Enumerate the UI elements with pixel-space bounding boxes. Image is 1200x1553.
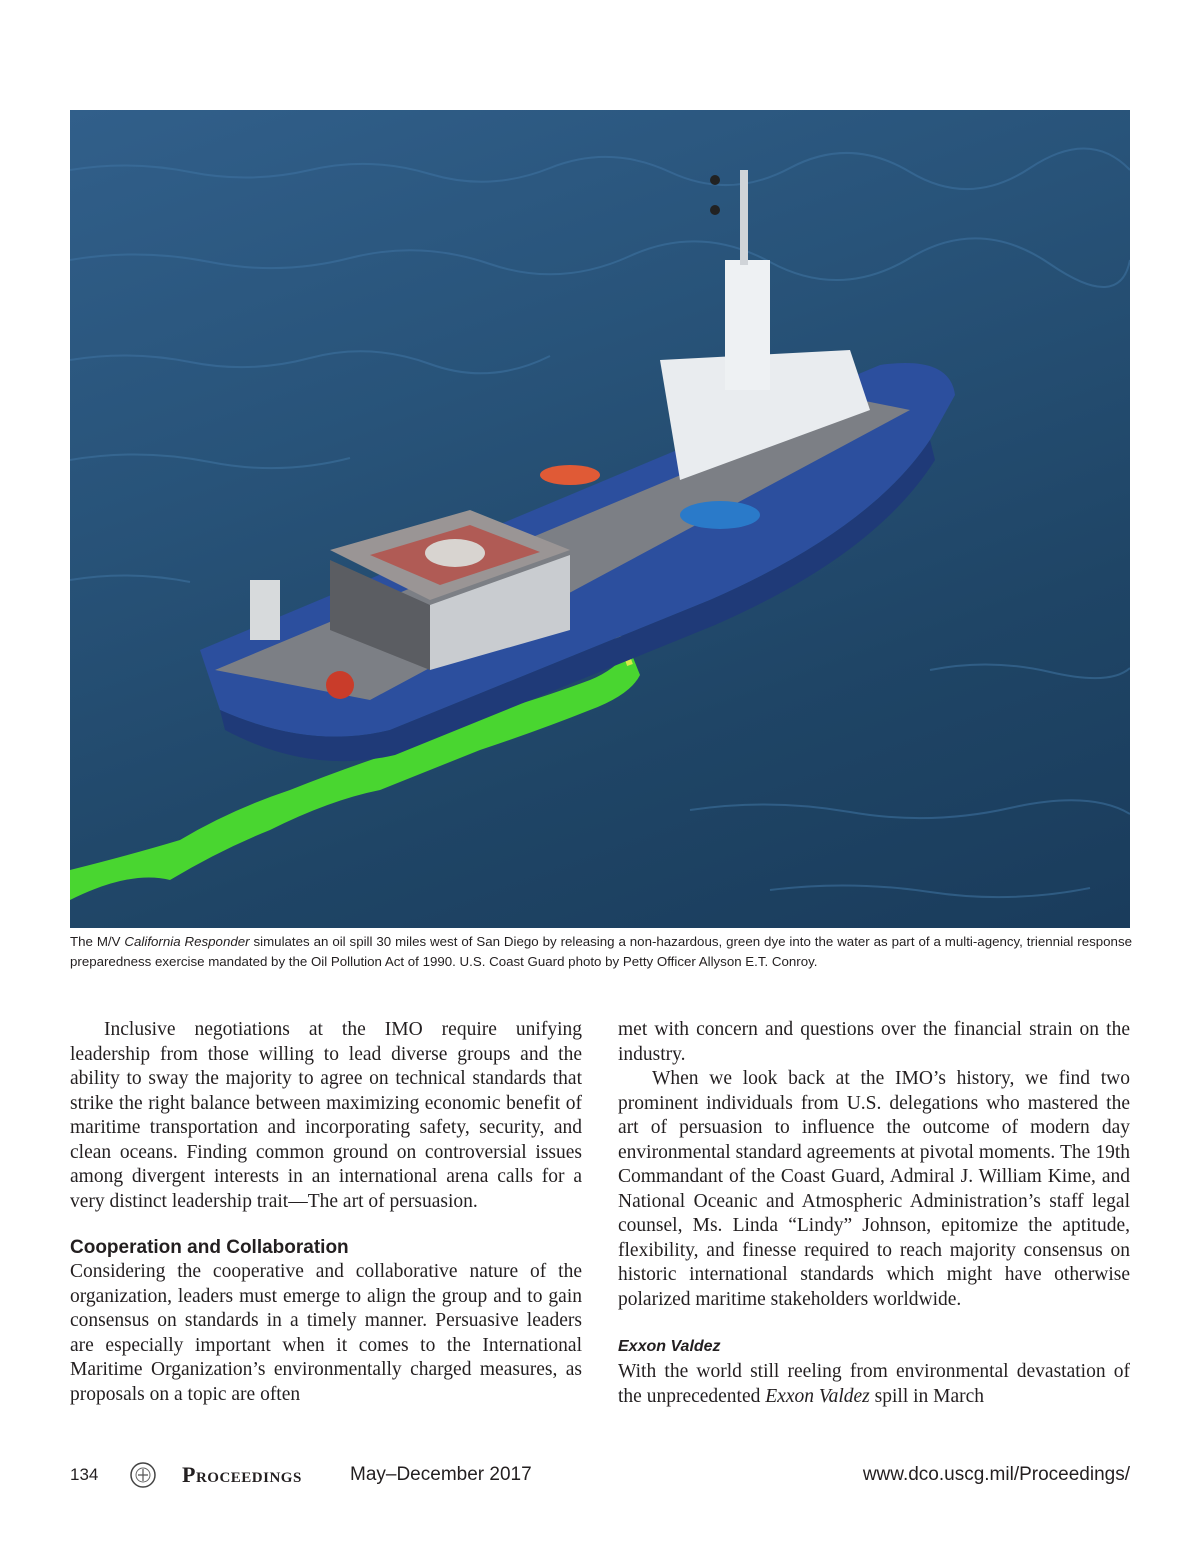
photo-caption [70, 932, 1132, 972]
intro-paragraph: Inclusive negotiations at the IMO require unifying leadership from those willing to lead diverse groups and the ability to sway the majority to agree on technical standards that strike the right balance between maximizing economic benefit of maritime transportation and incorporating safety, security, and clean oceans. Finding common ground on controversial issues among divergent interests in an international arena calls for a very distinct leadership trait—The art of persuasion. [70, 1019, 582, 1212]
bridge-tower [725, 260, 770, 390]
right-column [618, 1018, 1130, 1409]
subsection-heading: Exxon Valdez [618, 1338, 721, 1355]
exxon-italic: Exxon Valdez [765, 1385, 870, 1407]
caption-vessel-name: California Responder [124, 934, 250, 949]
coast-guard-seal-icon [130, 1462, 156, 1488]
section-paragraph: Considering the cooperative and collaborative nature of the organization, leaders must emerge to align the group and to gain consensus on standards in a timely manner. Persuasive leaders are especially important when it comes to the International Maritime Organization’s environmentally charged measures, as proposals on a topic are often [70, 1261, 582, 1405]
exxon-text-start: With the world still reeling from environmental devastation of the unprecedented [618, 1361, 1130, 1407]
ship-photo [70, 110, 1130, 928]
continued-paragraph: met with concern and questions over the financial strain on the industry. [618, 1019, 1130, 1065]
issue-date: May–December 2017 [350, 1464, 532, 1485]
page-footer [70, 1462, 1130, 1490]
section-heading: Cooperation and Collaboration [70, 1237, 349, 1258]
ship-illustration [70, 110, 1130, 928]
exxon-text-end: spill in March [869, 1385, 985, 1407]
caption-text-end: simulates an oil spill 30 miles west of San Diego by releasing a non-hazardous, green dye into the water as part of a multi-agency, triennial response preparedness exercise mandated by the Oil Pollution Act of 1990. U.S. Coast Guard photo by Petty Officer Allyson E.T. Conroy. [70, 934, 1132, 969]
publication-name: Proceedings [182, 1462, 302, 1487]
exxon-paragraph [618, 1360, 1130, 1409]
left-column [70, 1018, 582, 1407]
caption-text-start: The M/V [70, 934, 125, 949]
page-number: 134 [70, 1465, 99, 1484]
history-paragraph: When we look back at the IMO’s history, we find two prominent individuals from U.S. delegations who mastered the art of persuasion to influence the outcome of modern day environmental standard agreements at pivotal moments. The 19th Commandant of the Coast Guard, Admiral J. William Kime, and National Oceanic and Atmospheric Administration’s staff legal counsel, Ms. Linda “Lindy” Johnson, epitomize the aptitude, flexibility, and finesse required to reach majority consensus on historic international standards which might have otherwise polarized maritime stakeholders worldwide. [618, 1068, 1130, 1310]
website-link[interactable]: www.dco.uscg.mil/Proceedings/ [862, 1464, 1130, 1485]
